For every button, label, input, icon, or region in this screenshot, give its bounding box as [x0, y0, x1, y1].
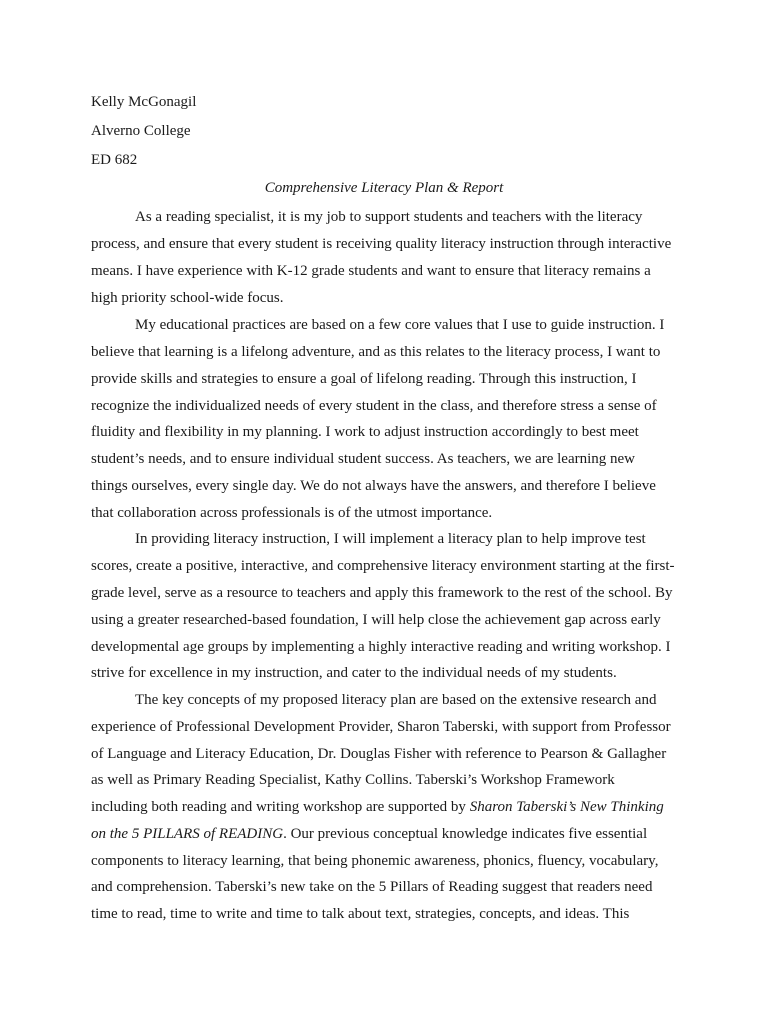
document-title: Comprehensive Literacy Plan & Report	[264, 180, 504, 196]
paragraph-line	[91, 798, 664, 816]
paragraph-line: time to read, time to write and time to talk about text, strategies, concepts, and ideas. This	[91, 906, 630, 922]
paragraph-text: . Our previous conceptual knowledge indicates five essential	[283, 826, 648, 842]
paragraph-line: recognize the individualized needs of every student in the class, and therefore stress a sense of	[91, 398, 657, 414]
institution-name: Alverno College	[91, 123, 191, 139]
paragraph-line: strive for excellence in my instruction, and cater to the individual needs of my students.	[91, 665, 617, 681]
paragraph-line: The key concepts of my proposed literacy plan are based on the extensive research and	[135, 692, 657, 708]
paragraph-line: and comprehension. Taberski’s new take on the 5 Pillars of Reading suggest that readers need	[91, 879, 653, 895]
paragraph-line: believe that learning is a lifelong adventure, and as this relates to the literacy process, I want to	[91, 344, 661, 360]
paragraph-line: of Language and Literacy Education, Dr. Douglas Fisher with reference to Pearson & Gallagher	[91, 746, 667, 762]
paragraph-line: process, and ensure that every student is receiving quality literacy instruction through interactive	[91, 236, 672, 252]
author-name: Kelly McGonagil	[91, 94, 197, 110]
paragraph-line: In providing literacy instruction, I will implement a literacy plan to help improve test	[135, 531, 646, 547]
book-title-text: Sharon Taberski’s New Thinking	[469, 799, 664, 815]
paragraph-line: experience of Professional Development Provider, Sharon Taberski, with support from Professor	[91, 719, 671, 735]
paragraph-line: components to literacy learning, that being phonemic awareness, phonics, fluency, vocabulary,	[91, 853, 659, 869]
paragraph-line: provide skills and strategies to ensure a goal of lifelong reading. Through this instruction, I	[91, 371, 637, 387]
paragraph-line: developmental age groups by implementing a highly interactive reading and writing workshop. I	[91, 639, 671, 655]
paragraph-line: grade level, serve as a resource to teachers and apply this framework to the rest of the school. By	[91, 585, 673, 601]
paragraph-line: that collaboration across professionals is of the utmost importance.	[91, 505, 493, 521]
paragraph-line: using a greater researched-based foundation, I will help close the achievement gap across early	[91, 612, 661, 628]
paragraph-line: as well as Primary Reading Specialist, Kathy Collins. Taberski’s Workshop Framework	[91, 772, 615, 788]
paragraph-line: things ourselves, every single day. We do not always have the answers, and therefore I believe	[91, 478, 656, 494]
paragraph-line: My educational practices are based on a few core values that I use to guide instruction. I	[135, 317, 665, 333]
paragraph-line: high priority school-wide focus.	[91, 290, 284, 306]
paragraph-line	[91, 825, 647, 843]
course-code: ED 682	[91, 152, 138, 168]
paragraph-line: scores, create a positive, interactive, and comprehensive literacy environment starting at the first-	[91, 558, 675, 574]
paragraph-line: student’s needs, and to ensure individual student success. As teachers, we are learning new	[91, 451, 636, 467]
book-title-text: on the 5 PILLARS of READING	[91, 826, 284, 842]
paragraph-text: including both reading and writing workshop are supported by	[91, 799, 470, 815]
paragraph-line: means. I have experience with K-12 grade students and want to ensure that literacy remains a	[91, 263, 651, 279]
paragraph-line: fluidity and flexibility in my planning. I work to adjust instruction accordingly to best meet	[91, 424, 639, 440]
paragraph-line: As a reading specialist, it is my job to support students and teachers with the literacy	[135, 209, 643, 225]
